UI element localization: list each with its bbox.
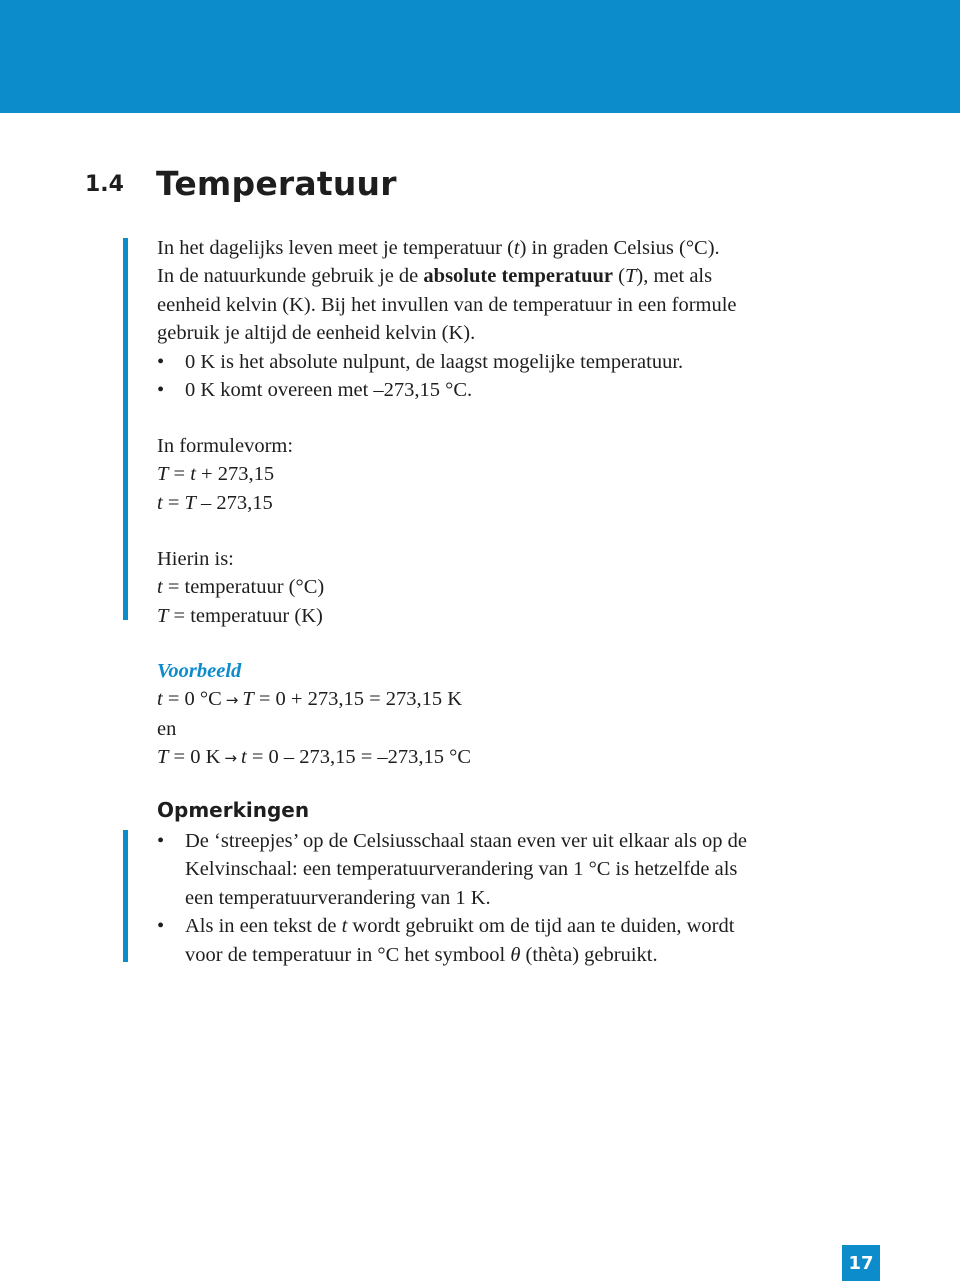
section-title: Temperatuur	[156, 164, 397, 203]
intro-line-2: In de natuurkunde gebruik je de absolute temperatuur (T), met als	[157, 265, 713, 288]
section-number: 1.4	[85, 172, 124, 197]
intro-bullets	[157, 348, 817, 405]
remarks-block	[157, 827, 817, 969]
example-connector: en	[157, 717, 177, 740]
example-block	[157, 657, 471, 773]
formula-heading: In formulevorm:	[157, 435, 294, 457]
example-line-1: t = 0 °C → T = 0 + 273,15 = 273,15 K	[157, 688, 463, 711]
list-item: • 0 K is het absolute nulpunt, de laagst mogelijke temperatuur.	[157, 348, 817, 376]
margin-bar-remarks	[123, 830, 128, 962]
remarks-list	[157, 827, 817, 969]
absolute-temperature-term: absolute temperatuur	[423, 265, 614, 288]
margin-bar-main	[123, 238, 128, 620]
intro-line-4: gebruik je altijd de eenheid kelvin (K).	[157, 322, 476, 345]
bullet-icon: •	[157, 350, 165, 373]
formula-1: T = t + 273,15	[157, 463, 275, 486]
theta-symbol: θ	[510, 943, 521, 966]
list-item: • De ‘streepjes’ op de Celsiusschaal staan even ver uit elkaar als op de Kelvinschaal: een temperatuurverandering van 1 °C is hetzelfde als een temperatuurverandering van 1 K.	[157, 827, 817, 912]
bullet-icon: •	[157, 830, 165, 852]
intro-line-3: eenheid kelvin (K). Bij het invullen van de temperatuur in een formule	[157, 293, 737, 316]
definition-2: T = temperatuur (K)	[157, 604, 323, 627]
arrow-right-icon: →	[225, 691, 239, 710]
list-item: • Als in een tekst de t wordt gebruikt om de tijd aan te duiden, wordt voor de temperatuur in °C het symbool θ (thèta) gebruikt.	[157, 912, 817, 969]
list-item: • 0 K komt overeen met –273,15 °C.	[157, 376, 817, 404]
example-heading: Voorbeeld	[157, 660, 242, 682]
arrow-right-icon: →	[224, 749, 237, 768]
formula-block	[157, 432, 293, 517]
bullet-icon: •	[157, 379, 165, 402]
definitions-heading: Hierin is:	[157, 548, 234, 570]
example-line-2: T = 0 K → t = 0 – 273,15 = –273,15 °C	[157, 746, 472, 769]
formula-2: t = T – 273,15	[157, 491, 273, 514]
page-number: 17	[842, 1245, 880, 1281]
intro-line-1: In het dagelijks leven meet je temperatuur (t) in graden Celsius (°C).	[157, 237, 720, 259]
definitions-block	[157, 545, 324, 630]
intro-block	[157, 234, 817, 404]
remarks-heading: Opmerkingen	[157, 798, 310, 822]
definition-1: t = temperatuur (°C)	[157, 576, 325, 599]
bullet-icon: •	[157, 915, 165, 938]
top-header-bar	[0, 0, 960, 113]
